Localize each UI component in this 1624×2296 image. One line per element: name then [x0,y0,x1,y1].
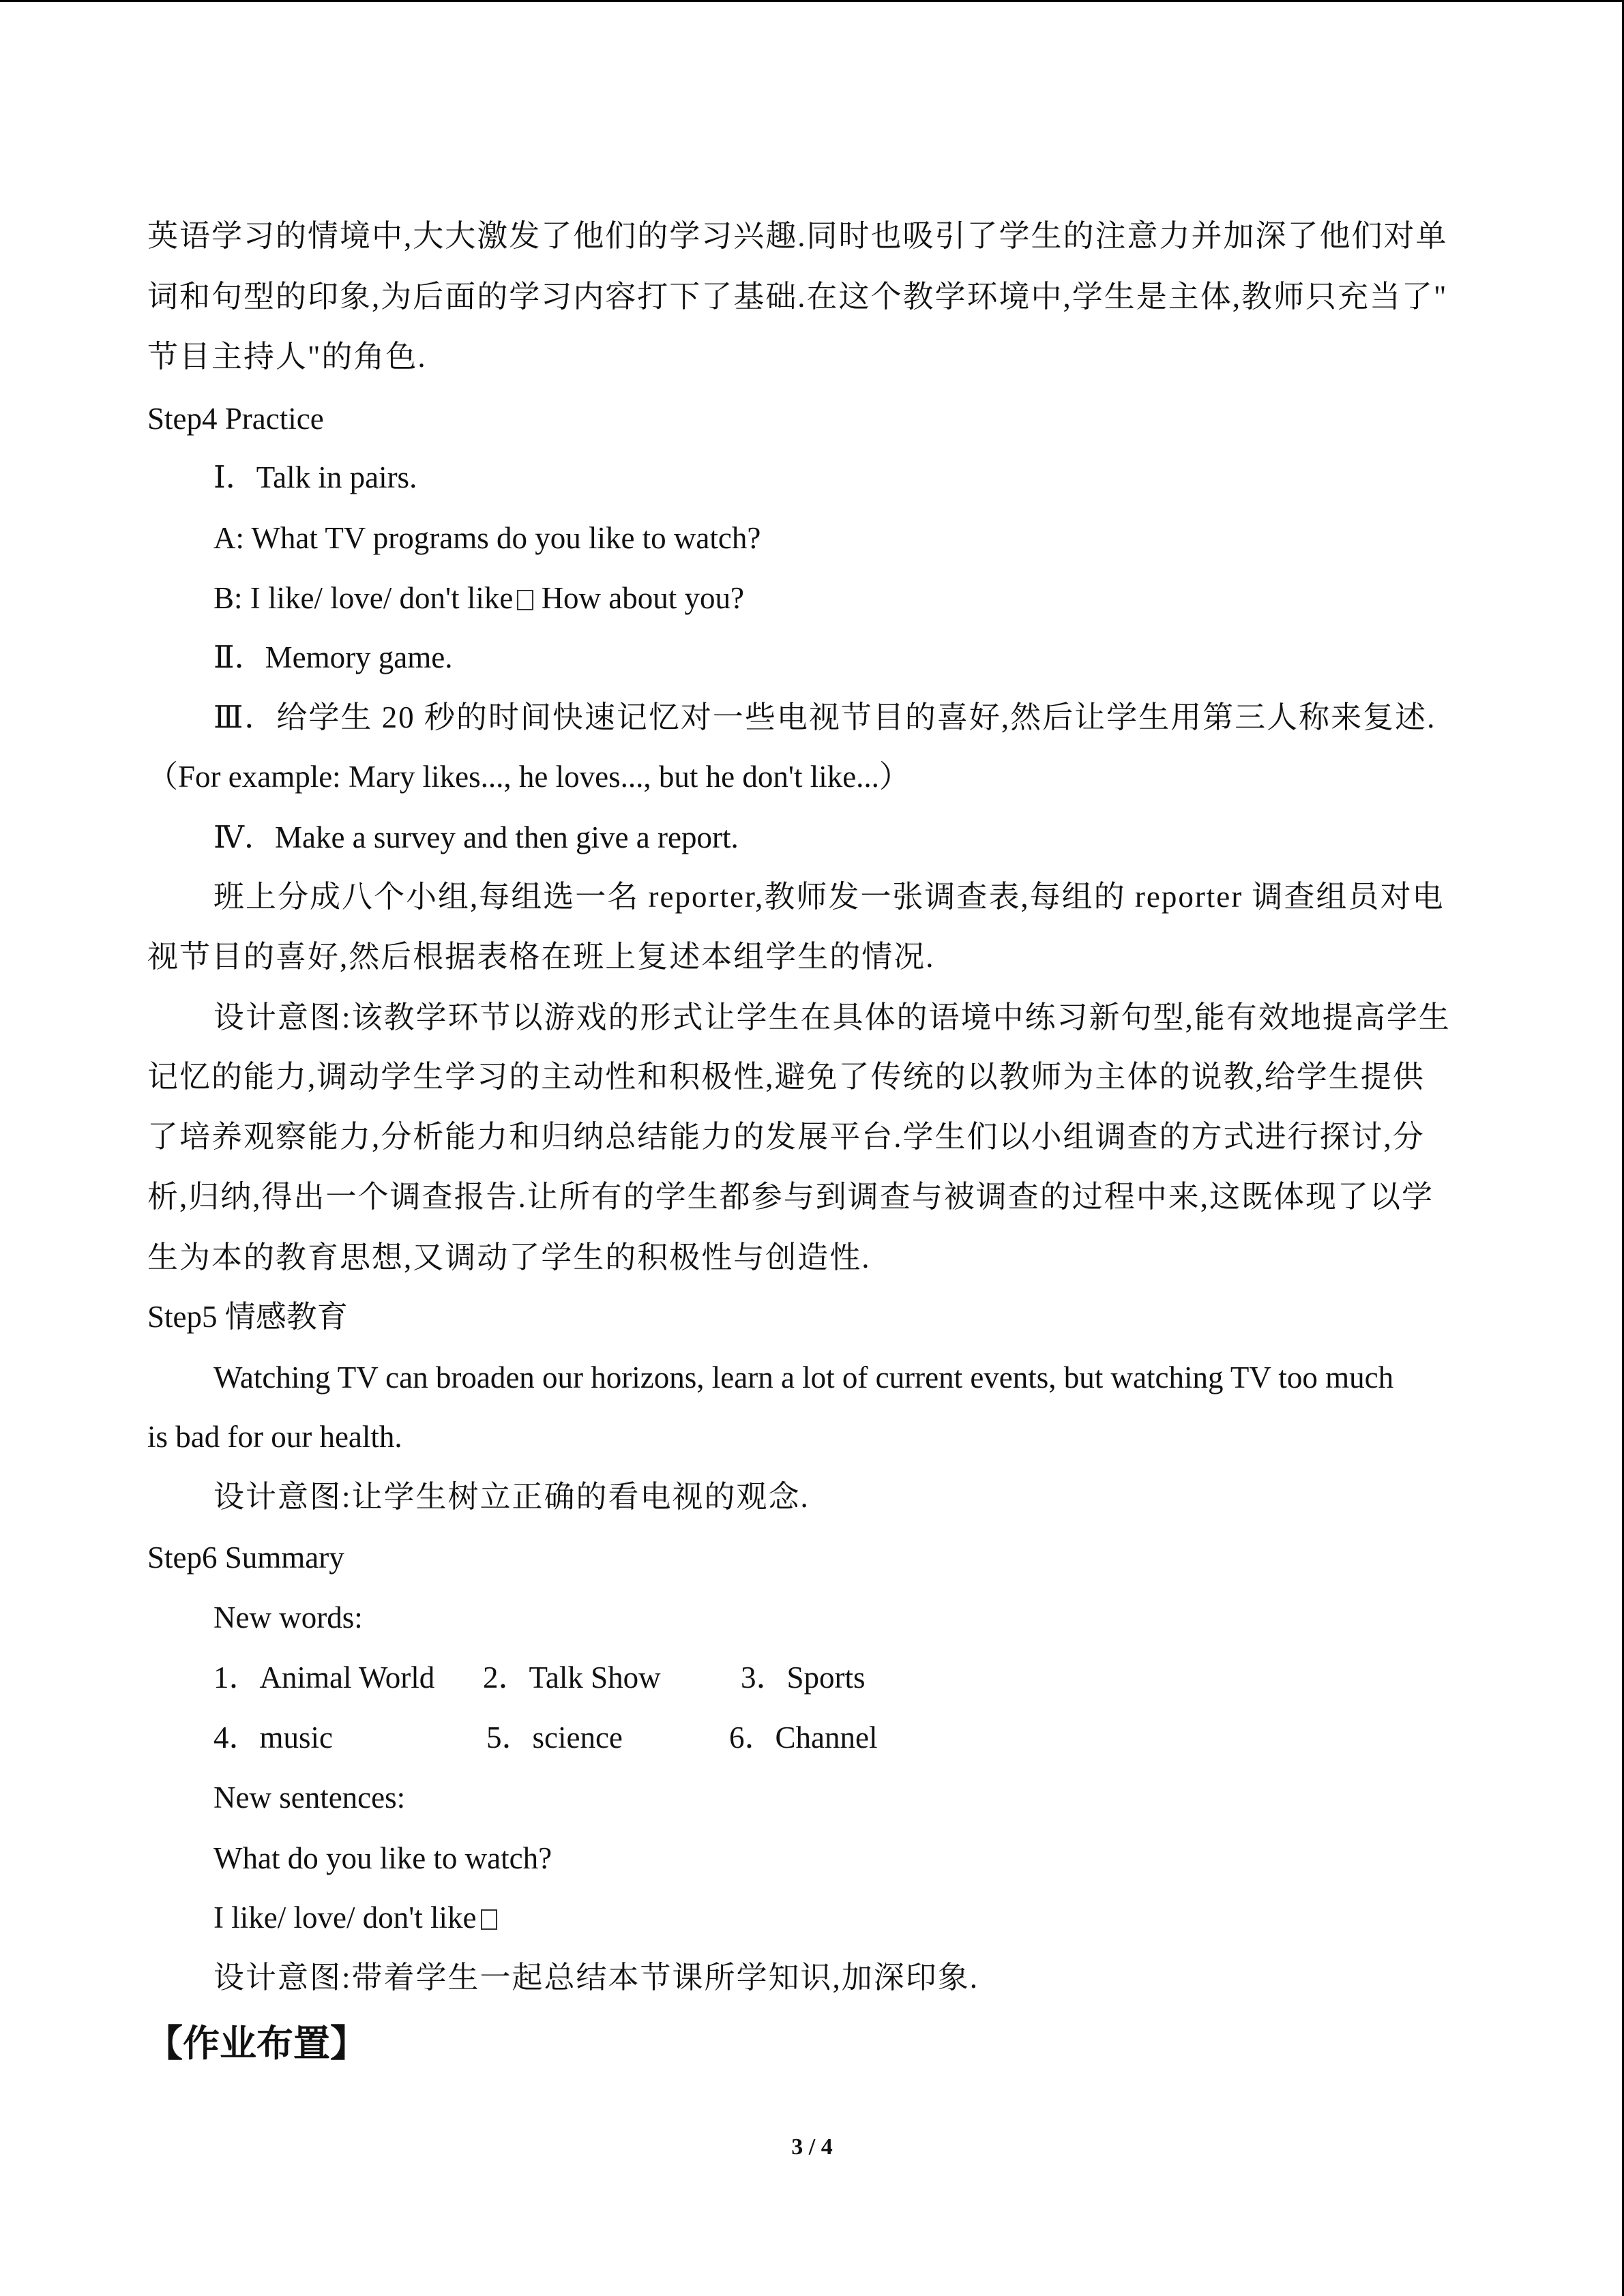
word-item: 2．Talk Show [483,1660,661,1695]
word-item: 1．Animal World [213,1660,435,1695]
homework-heading: 【作业布置】 [146,2022,367,2065]
page-number: 3 / 4 [791,2134,833,2160]
word-item: 6．Channel [729,1720,878,1755]
new-sentences-label: New sentences: [213,1780,406,1815]
word-item: 3．Sports [741,1660,866,1695]
step5-text-line-1: Watching TV can broaden our horizons, learn a lot of current events, but watching TV too much [213,1360,1394,1395]
sentence-1: What do you like to watch? [213,1841,552,1875]
sentence-2 [213,1897,497,1938]
dialogue-b-part-1: B: I like/ love/ don't like [213,581,514,615]
step4-intent-line-3: 了培养观察能力,分析能力和归纳总结能力的发展平台.学生们以小组调查的方式进行探讨,分 [147,1120,1425,1154]
step5-text-line-2: is bad for our health. [147,1420,402,1454]
step4-intent-line-4: 析,归纳,得出一个调查报告.让所有的学生都参与到调查与被调查的过程中来,这既体现了以学 [147,1180,1434,1214]
dialogue-b [213,578,744,618]
step4-intent-line-5: 生为本的教育思想,又调动了学生的积极性与创造性. [147,1240,871,1274]
step6-intent: 设计意图:带着学生一起总结本节课所学知识,加深印象. [213,1960,979,1995]
step4-example: （For example: Mary likes..., he loves..., but he don't like...） [147,760,910,794]
step5-intent: 设计意图:让学生树立正确的看电视的观念. [213,1480,810,1514]
survey-line-1: 班上分成八个小组,每组选一名 reporter,教师发一张调查表,每组的 reporter 调查组员对电 [213,880,1445,914]
step4-intent-line-2: 记忆的能力,调动学生学习的主动性和积极性,避免了传统的以教师为主体的说教,给学生提供 [147,1060,1425,1094]
step5-title: Step5 情感教育 [147,1300,348,1334]
dialogue-a: A: What TV programs do you like to watch? [213,521,761,555]
intro-line-2: 词和句型的印象,为后面的学习内容打下了基础.在这个教学环境中,学生是主体,教师只充当了" [147,280,1448,314]
missing-glyph-box [517,590,533,610]
step4-item-2: Ⅱ．Memory game. [213,640,453,674]
word-item: 5．science [486,1720,623,1755]
missing-glyph-box [481,1909,497,1930]
intro-line-1: 英语学习的情境中,大大激发了他们的学习兴趣.同时也吸引了学生的注意力并加深了他们对单 [147,219,1448,253]
step4-item-3: Ⅲ．给学生 20 秒的时间快速记忆对一些电视节目的喜好,然后让学生用第三人称来复述. [213,700,1436,734]
sentence-2-text: I like/ love/ don't like [213,1900,477,1935]
new-words-label: New words: [213,1600,363,1635]
step4-title: Step4 Practice [147,402,324,436]
survey-line-2: 视节目的喜好,然后根据表格在班上复述本组学生的情况. [147,940,935,974]
word-item: 4．music [213,1720,333,1755]
step4-intent-line-1: 设计意图:该教学环节以游戏的形式让学生在具体的语境中练习新句型,能有效地提高学生 [213,1000,1451,1034]
step4-item-4: Ⅳ．Make a survey and then give a report. [213,820,739,854]
intro-line-3: 节目主持人"的角色. [147,340,427,374]
step6-title: Step6 Summary [147,1540,344,1575]
dialogue-b-part-2: How about you? [533,581,745,615]
step4-item-1: Ⅰ．Talk in pairs. [213,460,417,494]
